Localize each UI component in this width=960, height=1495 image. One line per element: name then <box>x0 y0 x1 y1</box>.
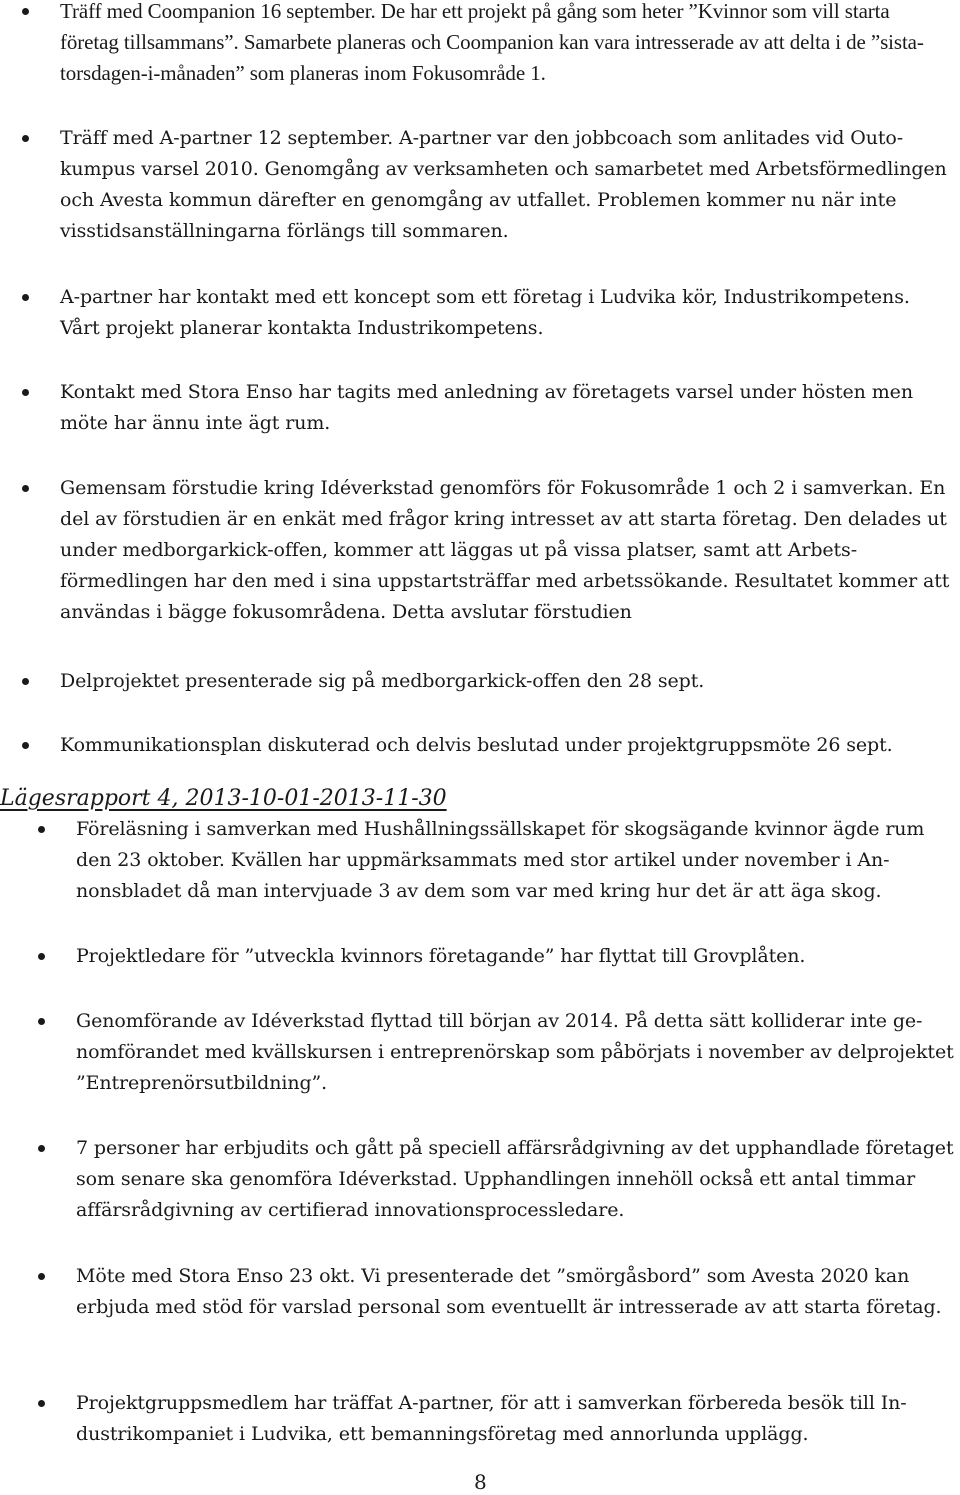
bullet-icon <box>38 1273 45 1280</box>
bullet-icon <box>38 1145 45 1152</box>
list-item <box>0 1261 955 1323</box>
section-heading: Lägesrapport 4, 2013-10-01-2013-11-30 <box>0 786 447 811</box>
bullet-icon <box>38 953 45 960</box>
list-item <box>0 0 940 89</box>
list-item-text: Möte med Stora Enso 23 okt. Vi presenterade det ”smörgåsbord” som Avesta 2020 kan erbjuda med stöd för varslad personal som eventuellt är intresserade av att starta företag. <box>76 1265 942 1318</box>
list-item-text: Kontakt med Stora Enso har tagits med anledning av företagets varsel under hösten men möte har ännu inte ägt rum. <box>60 381 913 434</box>
bullet-icon <box>22 742 29 749</box>
list-item <box>0 1133 960 1226</box>
list-item <box>0 282 950 344</box>
list-item-text: Föreläsning i samverkan med Hushållningssällskapet för skogsägande kvinnor ägde rum den 23 oktober. Kvällen har uppmärksammats med stor artikel under november i Annonsbladet då man intervjuade 3 av dem som var med kring hur det är att äga skog. <box>76 818 925 902</box>
list-item-text: Gemensam förstudie kring Idéverkstad genomförs för Fokusområde 1 och 2 i samverkan. En del av förstudien är en enkät med frågor kring intresset av att starta företag. Den delades ut under medborgarkick-offen, kommer att läggas ut på vissa platser, samt att Arbetsförmedlingen har den med i sina uppstartsträffar med arbetssökande. Resultatet kommer att användas i bägge fokusområdena. Detta avslutar förstudien <box>60 477 950 623</box>
bullet-icon <box>22 135 29 142</box>
list-item-text: Träff med Coompanion 16 september. De har ett projekt på gång som heter ”Kvinnor som vill starta företag tillsammans”. Samarbete planeras och Coompanion kan vara intresserade av att delta i de ”sista-torsdagen-i-månaden” som planeras inom Fokusområde 1. <box>60 0 924 85</box>
list-item <box>0 730 955 761</box>
list-item-text: Projektledare för ”utveckla kvinnors företagande” har flyttat till Grovplåten. <box>76 945 806 967</box>
list-item <box>0 1388 960 1450</box>
bullet-icon <box>38 1400 45 1407</box>
list-item <box>0 1006 960 1099</box>
bullet-icon <box>38 1018 45 1025</box>
list-item-text: Kommunikationsplan diskuterad och delvis beslutad under projektgruppsmöte 26 sept. <box>60 734 893 756</box>
list-item-text: Delprojektet presenterade sig på medborgarkick-offen den 28 sept. <box>60 670 705 692</box>
list-item-text: 7 personer har erbjudits och gått på speciell affärsrådgivning av det upphandlade företaget som senare ska genomföra Idéverkstad. Upphandlingen innehöll också ett antal timmar affärsrådgivning av certifierad innovationsprocessledare. <box>76 1137 954 1221</box>
list-item <box>0 814 960 907</box>
list-item-text: A-partner har kontakt med ett koncept som ett företag i Ludvika kör, Industrikompetens. Vårt projekt planerar kontakta Industrikompetens. <box>60 286 910 339</box>
page-number: 8 <box>474 1470 487 1494</box>
list-item <box>0 377 950 439</box>
bullet-icon <box>22 294 29 301</box>
bullet-icon <box>38 826 45 833</box>
bullet-icon <box>22 678 29 685</box>
list-item-text: Genomförande av Idéverkstad flyttad till början av 2014. På detta sätt kolliderar inte genomförandet med kvällskursen i entreprenörskap som påbörjats i november av delprojektet ”Entreprenörsutbildning”. <box>76 1010 954 1094</box>
list-item <box>0 473 955 628</box>
list-item <box>0 941 955 972</box>
bullet-icon <box>22 485 29 492</box>
list-item <box>0 123 955 247</box>
list-item-text: Träff med A-partner 12 september. A-partner var den jobbcoach som anlitades vid Outokumpus varsel 2010. Genomgång av verksamheten och samarbetet med Arbetsförmedlingen och Avesta kommun därefter en genomgång av utfallet. Problemen kommer nu när inte visstidsanställningarna förlängs till sommaren. <box>60 127 947 242</box>
bullet-icon <box>22 389 29 396</box>
list-item <box>0 666 950 697</box>
bullet-icon <box>22 8 29 15</box>
list-item-text: Projektgruppsmedlem har träffat A-partner, för att i samverkan förbereda besök till Industrikompaniet i Ludvika, ett bemanningsföretag med annorlunda upplägg. <box>76 1392 907 1445</box>
